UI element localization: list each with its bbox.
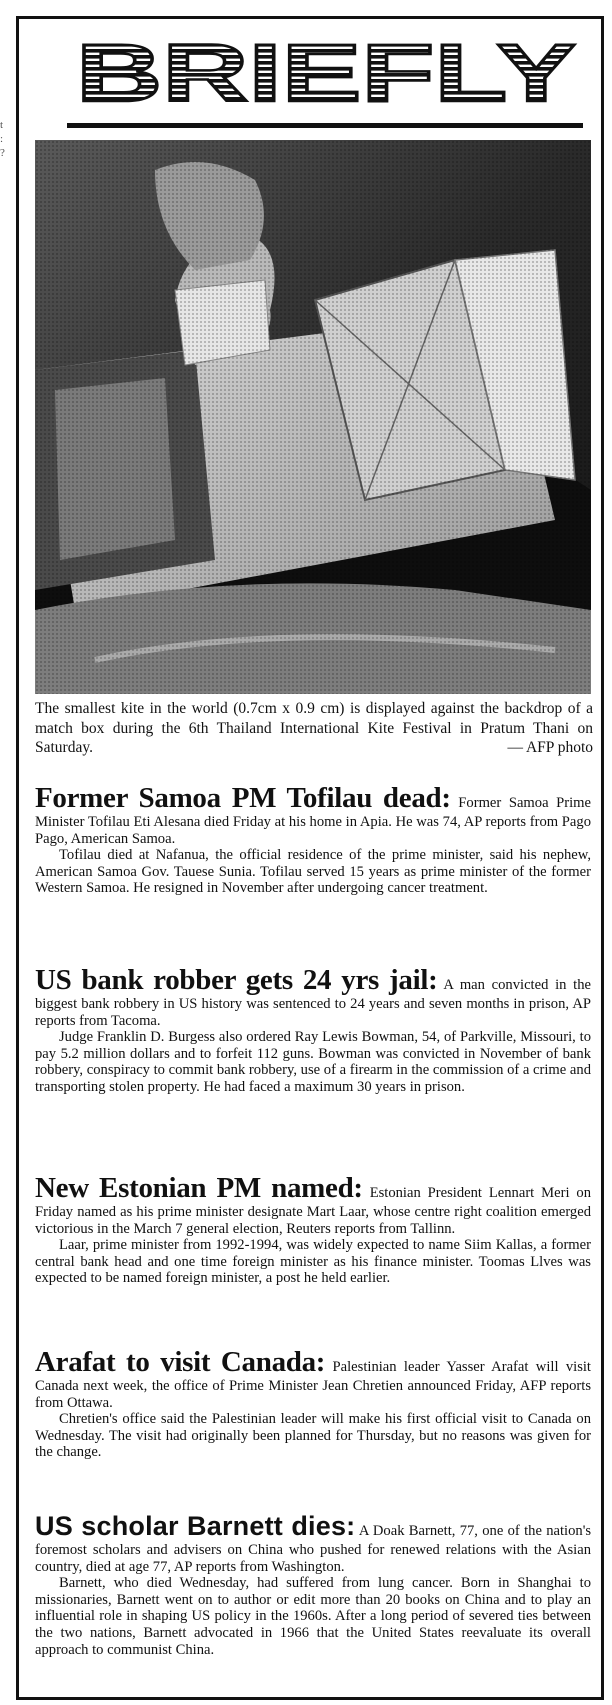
headline: Former Samoa PM Tofilau dead: xyxy=(35,782,451,814)
story-samoa xyxy=(35,783,591,897)
story-body: Laar, prime minister from 1992-1994, was widely expected to name Siim Kallas, a former central bank head and one time foreign minister as his finance minister. Toomas Llves was expected to be named foreign minister, a post he held earlier. xyxy=(35,1237,591,1287)
headline: Arafat to visit Canada: xyxy=(35,1346,326,1378)
masthead-title: BRIEFLY xyxy=(76,28,576,111)
story-lead: Estonian President Lennart Meri on Friday named as his prime minister designate Mart Laar, whose centre right coalition emerged victorious in the March 7 general election, Reuters reports from Tallinn. xyxy=(35,1185,591,1237)
headline: US scholar Barnett dies: xyxy=(35,1511,356,1541)
headline: New Estonian PM named: xyxy=(35,1172,363,1204)
masthead xyxy=(69,25,583,111)
masthead-rule xyxy=(67,123,583,128)
caption-text: The smallest kite in the world (0.7cm x 0.9 cm) is displayed against the backdrop of a match box during the 6th Thailand International Kite Festival in Pratum Thani on Saturday. xyxy=(35,700,593,756)
margin-text-fragment: t : ? xyxy=(0,119,5,159)
story-estonia xyxy=(35,1173,591,1287)
kite-photo xyxy=(35,140,591,694)
story-lead: Former Samoa Prime Minister Tofilau Eti Alesana died Friday at his home in Apia. He was 74, AP reports from Pago Pago, American Samoa. xyxy=(35,795,591,847)
story-barnett xyxy=(35,1511,591,1658)
story-body: Tofilau died at Nafanua, the official residence of the prime minister, said his nephew, American Samoa Gov. Tauese Sunia. Tofilau served 15 years as prime minister of the former Western Samoa. He resigned in November after undergoing cancer treatment. xyxy=(35,847,591,897)
kite-photo-image xyxy=(35,140,591,694)
masthead-logo xyxy=(69,25,583,111)
briefly-column xyxy=(16,16,604,1700)
story-lead: Palestinian leader Yasser Arafat will visit Canada next week, the office of Prime Minister Jean Chretien announced Friday, AFP reports from Ottawa. xyxy=(35,1359,591,1411)
story-arafat xyxy=(35,1347,591,1461)
story-lead: A Doak Barnett, 77, one of the nation's foremost scholars and advisers on China who pushed for renewed relations with the Asian country, died at age 77, AP reports from Washington. xyxy=(35,1523,592,1575)
story-lead: A man convicted in the biggest bank robbery in US history was sentenced to 24 years and seven months in prison, AP reports from Tacoma. xyxy=(35,977,591,1029)
headline: US bank robber gets 24 yrs jail: xyxy=(35,964,438,996)
photo-credit: — AFP photo xyxy=(507,739,593,756)
story-body: Judge Franklin D. Burgess also ordered Ray Lewis Bowman, 54, of Parkville, Missouri, to pay 5.2 million dollars and to forfeit 112 guns. Bowman was convicted in November of bank robbery, conspiracy to commit bank robbery, use of a firearm in the commission of a crime and transporting stolen property. He had faced a maximum 30 years in prison. xyxy=(35,1029,591,1095)
story-body: Chretien's office said the Palestinian leader will make his first official visit to Canada on Wednesday. The visit had originally been planned for Thursday, but no reasons was given for the change. xyxy=(35,1411,591,1461)
photo-caption xyxy=(35,699,593,758)
story-bank-robber xyxy=(35,965,591,1096)
story-body: Barnett, who died Wednesday, had suffered from lung cancer. Born in Shanghai to missionaries, Barnett went on to author or edit more than 20 books on China and to play an influential role in shaping US policy in the 1960s. After a long period of severed ties between the two nations, Barnett advocated in 1966 that the United States reevaluate its overall approach to communist China. xyxy=(35,1575,591,1658)
